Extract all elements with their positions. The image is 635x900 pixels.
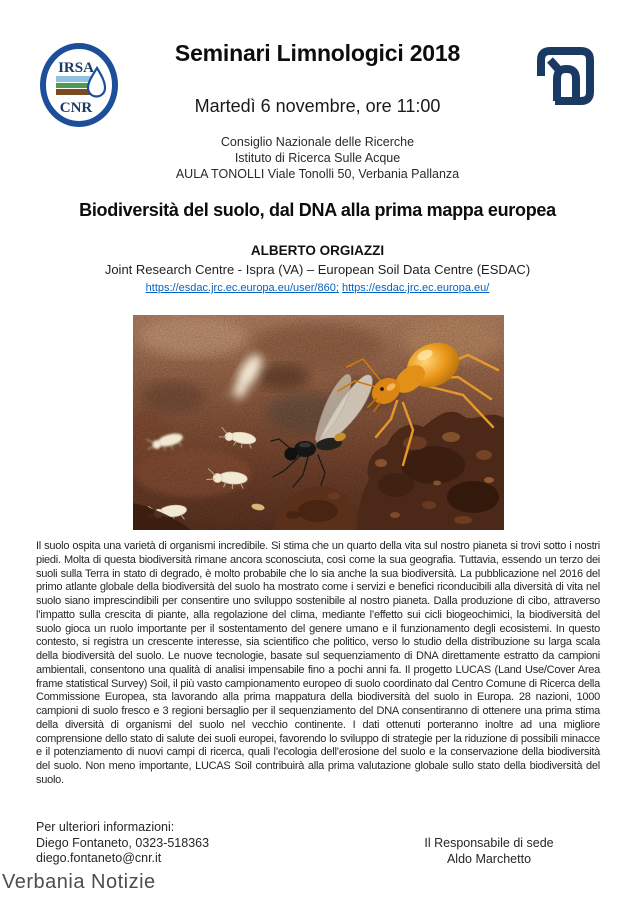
contact-email: diego.fontaneto@cnr.it	[36, 851, 162, 865]
organization-block	[0, 134, 635, 182]
abstract-paragraph: Il suolo ospita una varietà di organismi incredibile. Si stima che un quarto della vita sul nostro pianeta si trovi sotto i nostri piedi. Molta di questa biodiversità rimane ancora sconosciuta, così come la sua geografia. Tuttavia, essendo un terzo dei suoli sulla Terra in stato di degrado, è molto probabile che lo sia anche la sua biodiversità. La pubblicazione nel 2016 del primo atlante globale della biodiversità del suolo ha mostrato come i servizi e benefici riconducibili alla diversità di vita nel suolo siano imprescindibili per consentire uno sviluppo sostenibile al nostro pianeta. Dalla produzione di cibo, attraverso l’impatto sulla crescita di piante, alla regolazione del clima, mediante l’effetto sui cicli biogeochimici, la biodiversità del suolo gioca un ruolo importante per il sostentamento del genere umano e il funzionamento degli ecosistemi. In questo contesto, si registra un crescente interesse, sia scientifico che politico, verso lo studio della distribuzione su larga scala della biodiversità del suolo. Le nuove tecnologie, basate sul sequenziamento di DNA direttamente estratto da campioni ambientali, consentono una qualità di analisi impensabile fino a pochi anni fa. Il progetto LUCAS (Land Use/Cover Area frame statistical Survey) Soil, il più vasto campionamento europeo di suolo coordinato dal Centro Comune di Ricerca della Commissione Europea, sta lavorando alla prima mappatura della biodiversità del suolo in Europa. 28 nazioni, 1000 campioni di suolo fresco e 3 regioni bersaglio per il sequenziamento del DNA consentiranno di ottenere una prima stima della diversità di organismi del suolo nel vecchio continente. I dati ottenuti porteranno inoltre ad una migliore comprensione dello stato di salute dei suoli europei, favorendo lo sviluppo di strategie per la riduzione di possibili minacce e il potenziamento di nuovi campi di ricerca, quali l’ecologia dell’erosione del suolo e la conservazione della biodiversità del suolo. Non meno importante, LUCAS Soil contribuirà alla prima valutazione globale sullo stato della biodiversità del suolo.	[36, 540, 600, 786]
speaker-name: ALBERTO ORGIAZZI	[250, 243, 385, 258]
page-title: Seminari Limnologici 2018	[174, 40, 461, 66]
contact-info-label: Per ulteriori informazioni:	[36, 820, 175, 834]
irsa-logo-text-top: IRSA	[58, 60, 94, 76]
site-manager-name: Aldo Marchetto	[446, 851, 532, 866]
site-manager-block	[400, 836, 578, 867]
soil-fauna-photo-illustration	[133, 315, 504, 530]
esdac-user-link[interactable]: https://esdac.jrc.ec.europa.eu/user/860;	[145, 282, 339, 294]
speaker-links	[0, 282, 635, 294]
contact-block	[36, 820, 209, 867]
soil-fauna-photo	[133, 315, 504, 530]
institute-name: Istituto di Ricerca Sulle Acque	[234, 151, 401, 165]
watermark-text: Verbania Notizie	[2, 871, 156, 893]
speaker-affiliation: Joint Research Centre - Ispra (VA) – European Soil Data Centre (ESDAC)	[104, 262, 531, 277]
seminar-title: Biodiversità del suolo, dal DNA alla prima mappa europea	[79, 200, 556, 220]
irsa-logo-text-bottom: CNR	[59, 100, 93, 116]
org-name: Consiglio Nazionale delle Ricerche	[220, 135, 415, 149]
venue-address: AULA TONOLLI Viale Tonolli 50, Verbania Pallanza	[175, 167, 460, 181]
esdac-home-link[interactable]: https://esdac.jrc.ec.europa.eu/	[341, 282, 490, 294]
site-manager-label: Il Responsabile di sede	[424, 836, 554, 850]
seminar-datetime: Martedì 6 novembre, ore 11:00	[194, 96, 441, 116]
contact-name-phone: Diego Fontaneto, 0323-518363	[36, 835, 210, 850]
